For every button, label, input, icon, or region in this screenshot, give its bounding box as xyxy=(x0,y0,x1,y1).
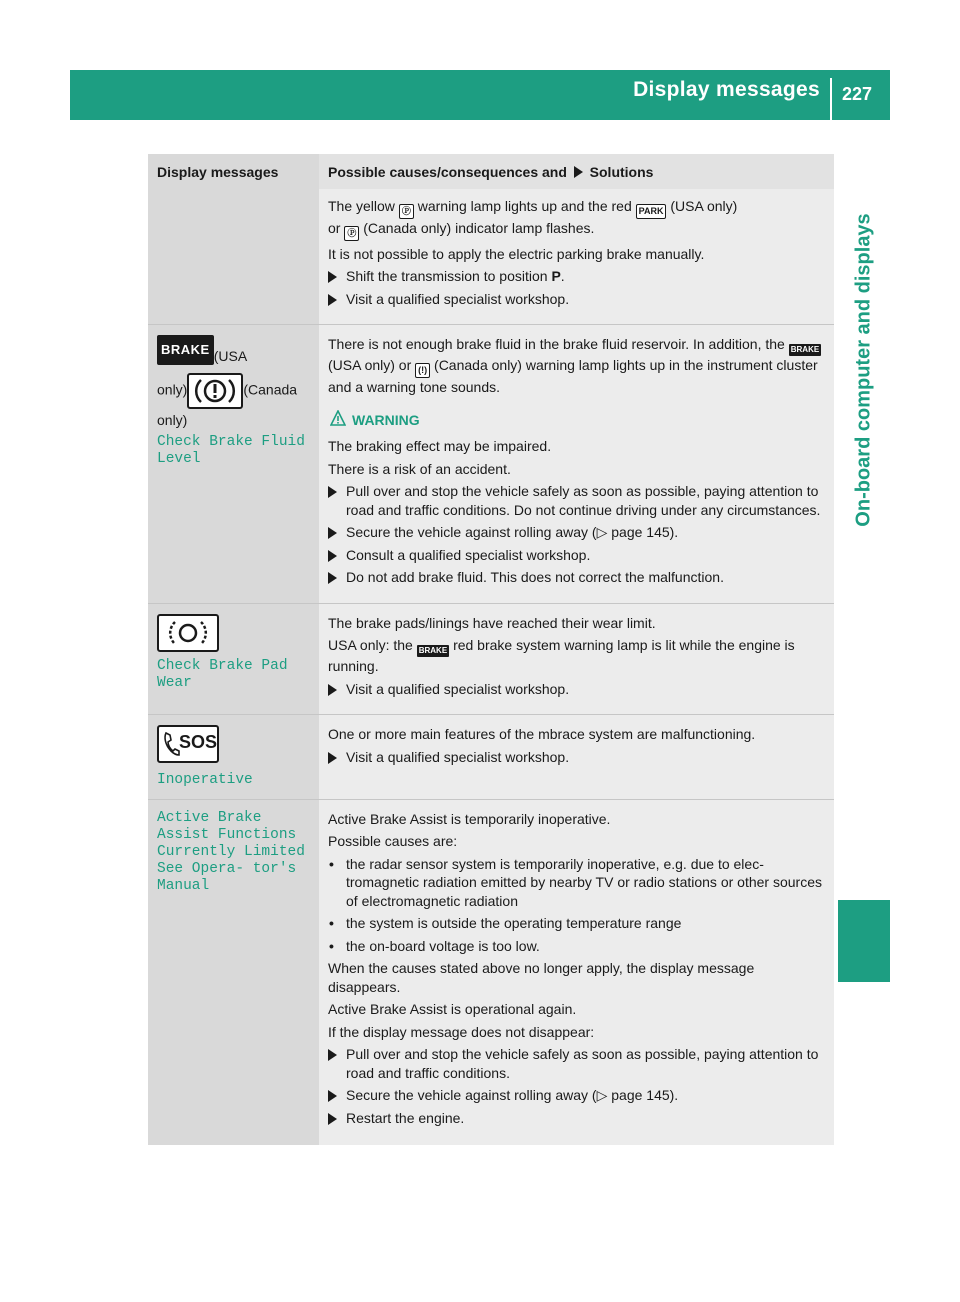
solution-step xyxy=(328,1109,826,1128)
page-title: Display messages xyxy=(633,78,820,101)
text: warning lamp lights up and the red xyxy=(417,197,632,214)
solution-cell xyxy=(319,325,834,604)
text: (Canada xyxy=(243,381,298,398)
row2-p3: There is a risk of an accident. xyxy=(328,460,511,477)
section-side-tab xyxy=(838,160,890,580)
section-marker-block xyxy=(838,900,890,982)
text: (USA xyxy=(213,348,248,364)
page-ref-icon: ▷ xyxy=(596,1087,608,1103)
page-number: 227 xyxy=(842,84,873,104)
gear-position: P xyxy=(551,268,561,284)
text: (USA only) xyxy=(670,197,738,214)
header-bar xyxy=(70,70,890,120)
parking-brake-icon: Ⓟ xyxy=(344,226,359,241)
brake-warning-icon-line xyxy=(157,373,311,409)
text: Restart the engine. xyxy=(346,1109,465,1126)
solution-cell xyxy=(319,715,834,800)
table-row xyxy=(148,325,834,604)
text: Visit a qualified specialist workshop. xyxy=(346,680,570,697)
row1-line1 xyxy=(328,197,826,241)
solution-step xyxy=(328,546,826,565)
message-cell xyxy=(148,799,319,1145)
column-header-solutions xyxy=(319,154,834,189)
solution-step xyxy=(328,267,826,286)
park-icon: PARK xyxy=(636,204,667,219)
text: Secure the vehicle against rolling away ( xyxy=(346,524,597,540)
text: Visit a qualified specialist workshop. xyxy=(346,290,570,307)
arrow-icon xyxy=(328,1113,337,1125)
text: the on-board voltage is too low. xyxy=(346,937,540,954)
table-row xyxy=(148,799,834,1145)
arrow-icon xyxy=(328,294,337,306)
row4-p1: One or more main features of the mbrace system are malfunctioning. xyxy=(328,726,756,742)
display-messages-table xyxy=(148,154,834,1145)
brake-small-icon: BRAKE xyxy=(790,345,820,354)
column-header-solutions-tail: Solutions xyxy=(589,164,654,180)
header-divider xyxy=(830,78,832,120)
sos-icon xyxy=(157,725,219,763)
text: red brake system warning lamp is lit while the engine is running. xyxy=(328,637,795,674)
text: Shift the transmission to position xyxy=(346,268,548,284)
display-message-code: Check Brake Fluid Level xyxy=(157,433,305,467)
text: USA only: the xyxy=(328,637,413,653)
row5-p5: If the display message does not disappear: xyxy=(328,1023,595,1040)
row5-p1: Active Brake Assist is temporarily inoperative. xyxy=(328,810,611,827)
brake-pad-wear-icon xyxy=(157,614,219,652)
text: Pull over and stop the vehicle safely as soon as possible, paying attention to road and traffic conditions. Do not continue driving under any circumstances. xyxy=(346,483,821,518)
text: (Canada only) indicator lamp flashes. xyxy=(363,219,595,236)
bullet-item xyxy=(328,937,826,956)
solution-step xyxy=(328,482,826,519)
arrow-icon xyxy=(328,527,337,539)
row3-p1: The brake pads/linings have reached their wear limit. xyxy=(328,614,656,631)
arrow-icon xyxy=(574,166,583,178)
text: Do not add brake fluid. This does not correct the malfunction. xyxy=(346,569,724,585)
display-message-code: Inoperative xyxy=(157,771,253,788)
brake-icon-line xyxy=(157,335,311,367)
arrow-icon xyxy=(328,271,337,283)
text: Consult a qualified specialist workshop. xyxy=(346,546,591,563)
solution-cell xyxy=(319,799,834,1145)
solution-cell xyxy=(319,603,834,715)
row5-p2: Possible causes are: xyxy=(328,833,458,849)
page-reference: page 145). xyxy=(611,524,679,540)
text: There is not enough brake fluid in the brake fluid reservoir. In addition, the xyxy=(328,336,785,352)
text: Visit a qualified specialist workshop. xyxy=(346,748,570,765)
message-cell xyxy=(148,325,319,604)
message-cell xyxy=(148,715,319,800)
brake-icon: BRAKE xyxy=(157,335,214,365)
text: the system is outside the operating temperature range xyxy=(346,915,682,931)
arrow-icon xyxy=(328,1090,337,1102)
bullet-item xyxy=(328,855,826,911)
row2-paragraph xyxy=(328,335,826,397)
display-message-code: Check Brake Pad Wear xyxy=(157,658,288,691)
table-header-row xyxy=(148,154,834,189)
solution-step xyxy=(328,748,826,767)
bullet-item xyxy=(328,914,826,933)
text: Secure the vehicle against rolling away ( xyxy=(346,1087,597,1103)
arrow-icon xyxy=(328,550,337,562)
brake-warning-icon xyxy=(187,373,243,409)
text: only) xyxy=(157,412,188,428)
column-header-messages: Display messages xyxy=(148,154,319,189)
bullet-icon: • xyxy=(329,937,334,954)
column-header-solutions-label: Possible causes/consequences and xyxy=(328,164,567,180)
text: (USA only) or xyxy=(328,357,412,373)
solution-cell xyxy=(319,189,834,325)
row3-p2 xyxy=(328,636,826,676)
text: . xyxy=(560,268,565,284)
display-message-code: Active Brake Assist Functions Currently Limited See Opera- tor's Manual xyxy=(157,809,305,894)
brake-small-icon: BRAKE xyxy=(418,646,448,655)
brake-warning-svg xyxy=(189,375,241,407)
row2-p2: The braking effect may be impaired. xyxy=(328,438,552,454)
row1-line3: It is not possible to apply the electric parking brake manually. xyxy=(328,245,705,262)
brake-warning-small-icon: (!) xyxy=(415,363,430,378)
arrow-icon xyxy=(328,1049,337,1061)
warning-heading xyxy=(328,411,826,430)
text: the radar sensor system is temporarily inoperative, e.g. due to elec- tromagnetic radiation emitted by nearby TV or radio stations or other sources of electromagnetic radiation xyxy=(346,855,822,909)
sos-label: SOS xyxy=(179,732,218,752)
text: (Canada only) warning lamp lights up in the instrument cluster and a warning tone sounds. xyxy=(328,357,818,395)
parking-brake-icon: Ⓟ xyxy=(399,204,414,219)
page-reference: page 145). xyxy=(611,1087,679,1103)
arrow-icon xyxy=(328,572,337,584)
section-label: On-board computer and displays xyxy=(852,213,875,527)
solution-step xyxy=(328,1086,826,1105)
message-cell-empty xyxy=(148,189,319,325)
text: The yellow xyxy=(328,197,395,214)
row5-p4: Active Brake Assist is operational again. xyxy=(328,1001,577,1017)
page-ref-icon: ▷ xyxy=(596,524,608,540)
table-row xyxy=(148,715,834,800)
table-row xyxy=(148,189,834,325)
text: Pull over and stop the vehicle safely as soon as possible, paying attention to road and traffic conditions. xyxy=(346,1046,819,1081)
solution-step xyxy=(328,523,826,542)
arrow-icon xyxy=(328,684,337,696)
bullet-icon: • xyxy=(329,915,334,931)
solution-step xyxy=(328,680,826,699)
text: only) xyxy=(157,381,188,398)
solution-step xyxy=(328,290,826,309)
bullet-icon: • xyxy=(329,855,334,872)
warning-label: WARNING xyxy=(352,411,420,428)
arrow-icon xyxy=(328,486,337,498)
solution-step xyxy=(328,568,826,587)
arrow-icon xyxy=(328,752,337,764)
row5-p3: When the causes stated above no longer apply, the display message disappears. xyxy=(328,960,755,995)
text: or xyxy=(328,219,341,236)
message-cell xyxy=(148,603,319,715)
warning-triangle-icon xyxy=(330,410,346,431)
solution-step xyxy=(328,1045,826,1082)
table-row xyxy=(148,603,834,715)
